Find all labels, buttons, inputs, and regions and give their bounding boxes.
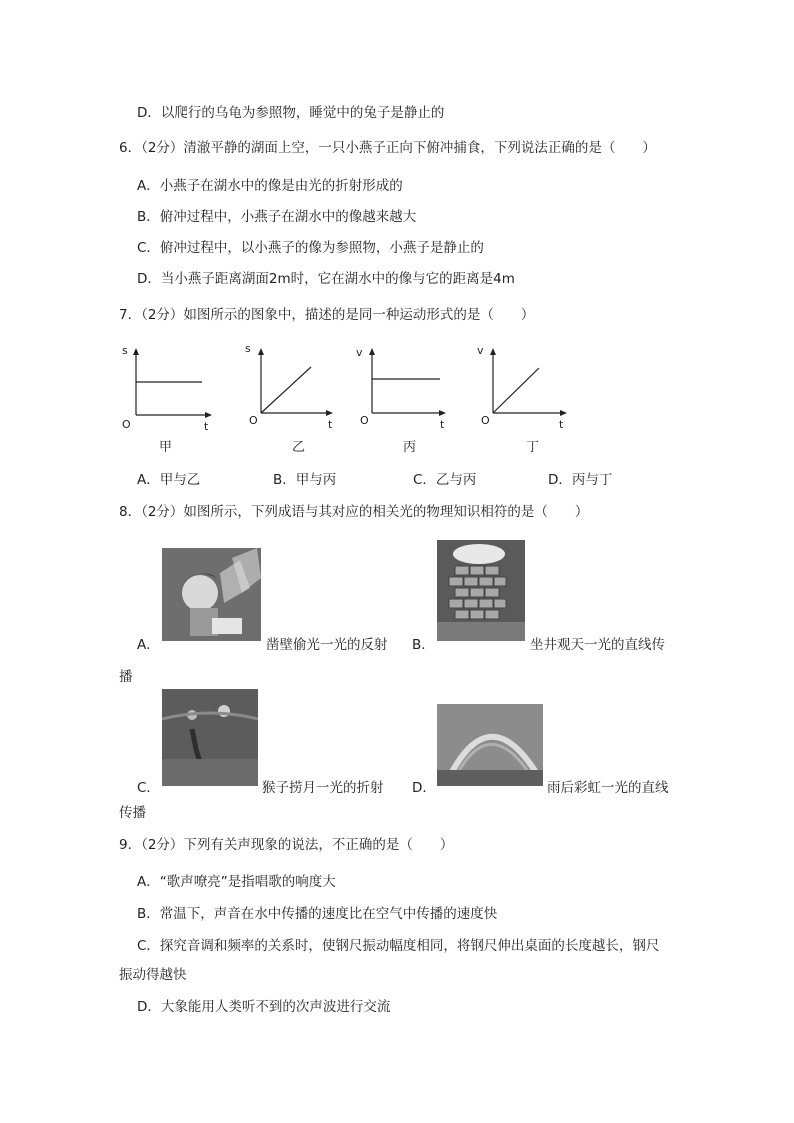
graph-ding-xlabel: t: [559, 418, 564, 431]
graph-bing-ylabel: v: [356, 346, 363, 359]
q7-option-a: A．甲与乙: [137, 472, 201, 488]
graph-jia: [120, 340, 230, 435]
q9-stem: 9．（2分）下列有关声现象的说法，不正确的是（ ）: [119, 837, 454, 853]
q8-b-text-continued: 播: [119, 669, 133, 685]
q9-option-d: D．大象能用人类听不到的次声波进行交流: [137, 999, 391, 1015]
q7-stem: 7．（2分）如图所示的图象中，描述的是同一种运动形式的是（ ）: [119, 307, 535, 323]
q8-c-letter: C．: [137, 780, 160, 796]
graph-ding-origin: O: [481, 414, 490, 427]
q8-c-text: 猴子捞月一光的折射: [262, 780, 384, 796]
graph-ding: [477, 340, 587, 435]
graph-jia-ylabel: s: [122, 344, 128, 357]
graph-bing-name: 丙: [403, 440, 417, 455]
q8-b-letter: B．: [412, 637, 435, 653]
q6-option-c: C．俯冲过程中，以小燕子的像为参照物，小燕子是静止的: [137, 240, 484, 256]
graph-jia-origin: O: [122, 418, 131, 431]
q6-option-b: B．俯冲过程中，小燕子在湖水中的像越来越大: [137, 209, 417, 225]
q8-a-letter: A．: [137, 637, 160, 653]
q7-option-b: B．甲与丙: [273, 472, 337, 488]
graph-yi-line: [261, 367, 311, 413]
graph-bing-plot: [356, 340, 466, 435]
graph-yi-origin: O: [249, 414, 258, 427]
q9-option-c-line1: C．探究音调和频率的关系时，使钢尺振动幅度相同，将钢尺伸出桌面的长度越长，钢尺: [137, 938, 660, 954]
q8-stem: 8．（2分）如图所示，下列成语与其对应的相关光的物理知识相符的是（ ）: [119, 504, 589, 520]
q8-d-text: 雨后彩虹一光的直线: [547, 780, 669, 796]
graph-jia-plot: [120, 340, 230, 435]
q7-option-c: C．乙与丙: [413, 472, 477, 488]
q6-stem: 6．（2分）清澈平静的湖面上空，一只小燕子正向下俯冲捕食，下列说法正确的是（ ）: [119, 140, 656, 156]
q7-option-d: D．丙与丁: [548, 472, 613, 488]
chisel-wall-picture: [162, 548, 261, 641]
graph-yi-plot: [245, 340, 355, 435]
q8-d-text-continued: 传播: [119, 805, 146, 821]
q8-d-letter: D．: [412, 780, 436, 796]
graph-ding-name: 丁: [526, 440, 540, 455]
q5-option-d: D．以爬行的乌龟为参照物，睡觉中的兔子是静止的: [137, 105, 445, 121]
graph-bing: [356, 340, 466, 435]
graph-jia-xlabel: t: [204, 420, 209, 433]
q9-option-a: A．“歌声嘹亮”是指唱歌的响度大: [137, 874, 336, 890]
graph-yi: [245, 340, 355, 435]
graph-jia-name: 甲: [159, 440, 173, 455]
graph-bing-origin: O: [360, 414, 369, 427]
monkey-moon-picture: [162, 689, 258, 786]
well-picture: [437, 540, 525, 641]
graph-ding-line: [493, 368, 539, 413]
graph-ding-ylabel: v: [477, 344, 484, 357]
q6-option-d: D．当小燕子距离湖面2m时，它在湖水中的像与它的距离是4m: [137, 271, 515, 287]
q9-option-c-line2: 振动得越快: [119, 967, 187, 983]
rainbow-picture: [437, 704, 543, 786]
graph-yi-ylabel: s: [245, 342, 251, 355]
q6-option-a: A．小燕子在湖水中的像是由光的折射形成的: [137, 178, 403, 194]
graph-yi-xlabel: t: [328, 418, 333, 431]
graph-bing-xlabel: t: [440, 418, 445, 431]
graph-ding-plot: [477, 340, 587, 435]
q8-a-text: 凿壁偷光一光的反射: [266, 637, 388, 653]
graph-yi-name: 乙: [292, 440, 306, 455]
q9-option-b: B．常温下，声音在水中传播的速度比在空气中传播的速度快: [137, 906, 498, 922]
q8-b-text: 坐井观天一光的直线传: [530, 637, 665, 653]
